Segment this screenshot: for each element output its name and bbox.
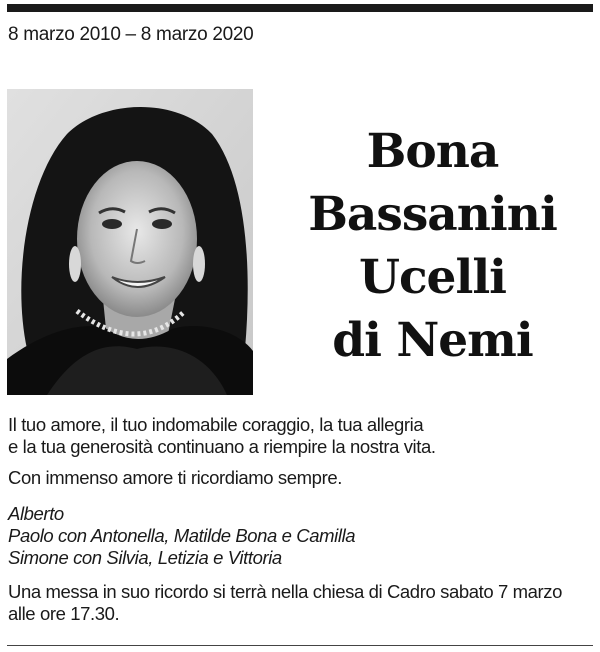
family-signature-line: Simone con Silvia, Letizia e Vittoria [8, 547, 282, 568]
family-signature-line: Paolo con Antonella, Matilde Bona e Camilla [8, 525, 356, 546]
family-signature-line: Alberto [8, 503, 64, 524]
memorial-message-line: e la tua generosità continuano a riempire la nostra vita. [8, 436, 436, 457]
memorial-message [8, 414, 436, 458]
mass-announcement-line: Una messa in suo ricordo si terrà nella chiesa di Cadro sabato 7 marzo [8, 581, 563, 602]
portrait-photo [7, 89, 253, 395]
memorial-message-line: Il tuo amore, il tuo indomabile coraggio, la tua allegria [8, 414, 424, 435]
top-divider [7, 4, 593, 12]
deceased-name [290, 120, 575, 372]
name-line-first: Bona [366, 124, 499, 179]
name-line-title: di Nemi [332, 313, 533, 368]
remembrance-line: Con immenso amore ti ricordiamo sempre. [8, 467, 342, 488]
mass-announcement [8, 581, 562, 625]
bottom-divider [7, 645, 593, 646]
portrait-photo-icon [7, 89, 253, 395]
name-line-surname: Bassanini [308, 187, 557, 242]
mass-announcement-line: alle ore 17.30. [8, 603, 120, 624]
name-line-married-name: Ucelli [358, 250, 507, 305]
family-signatures [8, 503, 355, 569]
memorial-dates: 8 marzo 2010 – 8 marzo 2020 [8, 24, 254, 45]
